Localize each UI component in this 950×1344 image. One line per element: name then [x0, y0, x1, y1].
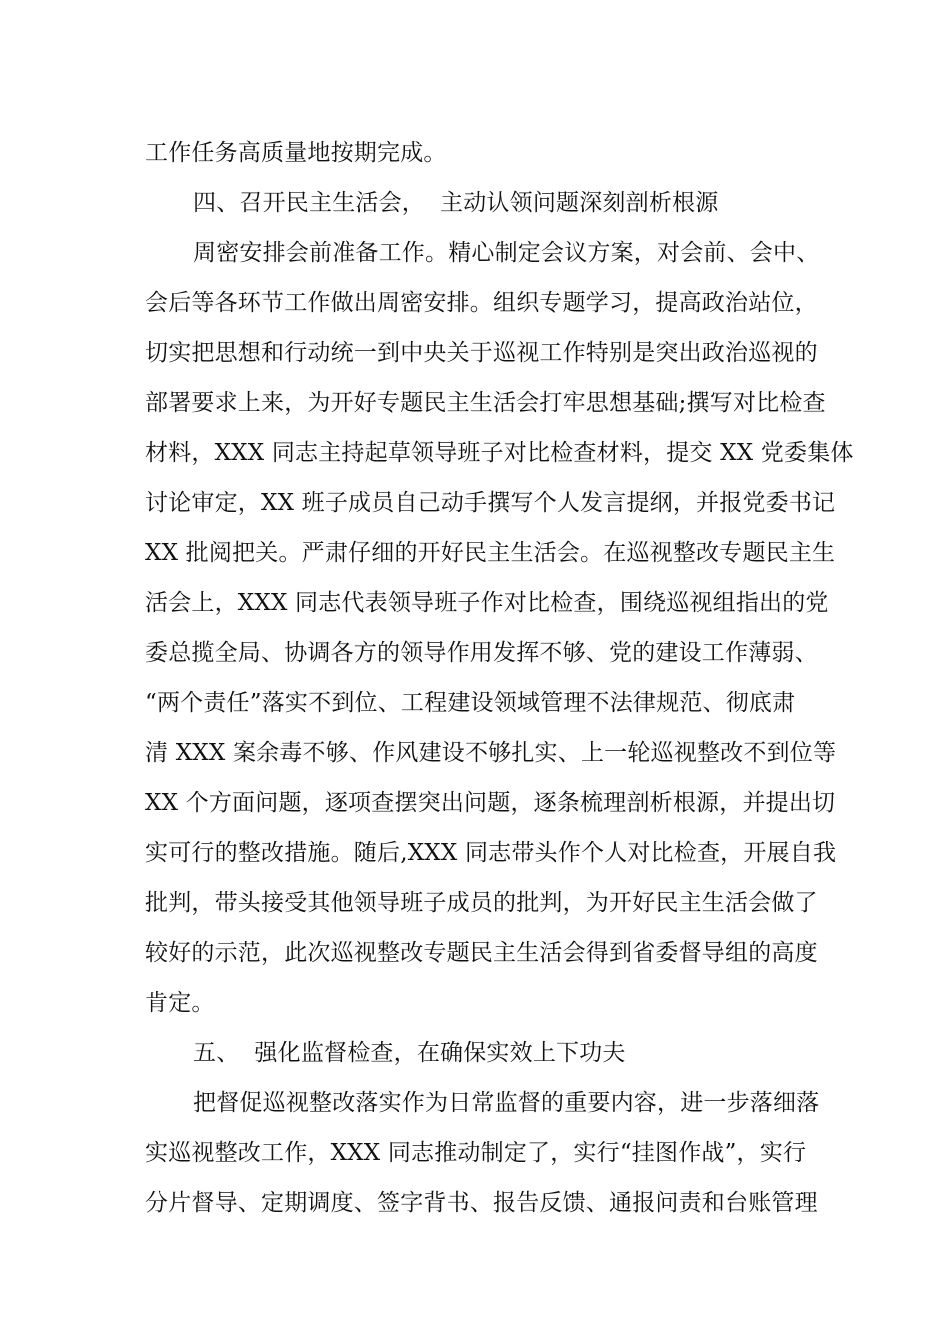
text-line: XX 个方面问题，逐项查摆突出问题，逐条梳理剖析根源，并提出切: [145, 790, 836, 816]
text-line: 委总揽全局、协调各方的领导作用发挥不够、党的建设工作薄弱、: [145, 640, 818, 666]
text-line: 实巡视整改工作，XXX 同志推动制定了，实行“挂图作战”，实行: [145, 1140, 807, 1166]
paragraph-first-line: 把督促巡视整改落实作为日常监督的重要内容，进一步落细落: [193, 1090, 820, 1116]
text-line: 较好的示范，此次巡视整改专题民主生活会得到省委督导组的高度: [145, 940, 818, 966]
text-line: 讨论审定，XX 班子成员自己动手撰写个人发言提纲，并报党委书记: [145, 490, 836, 516]
text-line: “两个责任”落实不到位、工程建设领域管理不法律规范、彻底肃: [145, 690, 796, 716]
text-line: 分片督导、定期调度、签字背书、报告反馈、通报问责和台账管理: [145, 1190, 818, 1216]
text-line: 实可行的整改措施。随后,XXX 同志带头作个人对比检查，开展自我: [145, 840, 837, 866]
text-line: XX 批阅把关。严肃仔细的开好民主生活会。在巡视整改专题民主生: [145, 540, 836, 566]
text-line: 活会上，XXX 同志代表领导班子作对比检查，围绕巡视组指出的党: [145, 590, 829, 616]
section-heading: 五、 强化监督检查，在确保实效上下功夫: [193, 1040, 626, 1066]
text-line: 切实把思想和行动统一到中央关于巡视工作特别是突出政治巡视的: [145, 340, 818, 366]
text-line: 部署要求上来，为开好专题民主生活会打牢思想基础;撰写对比检查: [145, 390, 826, 416]
paragraph-first-line: 周密安排会前准备工作。精心制定会议方案，对会前、会中、: [193, 240, 820, 266]
text-line: 材料，XXX 同志主持起草领导班子对比检查材料，提交 XX 党委集体: [145, 440, 854, 466]
text-line: 会后等各环节工作做出周密安排。组织专题学习，提高政治站位，: [145, 290, 818, 316]
text-line: 清 XXX 案余毒不够、作风建设不够扎实、上一轮巡视整改不到位等: [145, 740, 837, 766]
section-heading: 四、召开民主生活会， 主动认领问题深刻剖析根源: [193, 190, 719, 216]
text-line: 批判，带头接受其他领导班子成员的批判，为开好民主生活会做了: [145, 890, 818, 916]
text-line: 肯定。: [145, 990, 215, 1016]
text-line: 工作任务高质量地按期完成。: [145, 140, 447, 166]
